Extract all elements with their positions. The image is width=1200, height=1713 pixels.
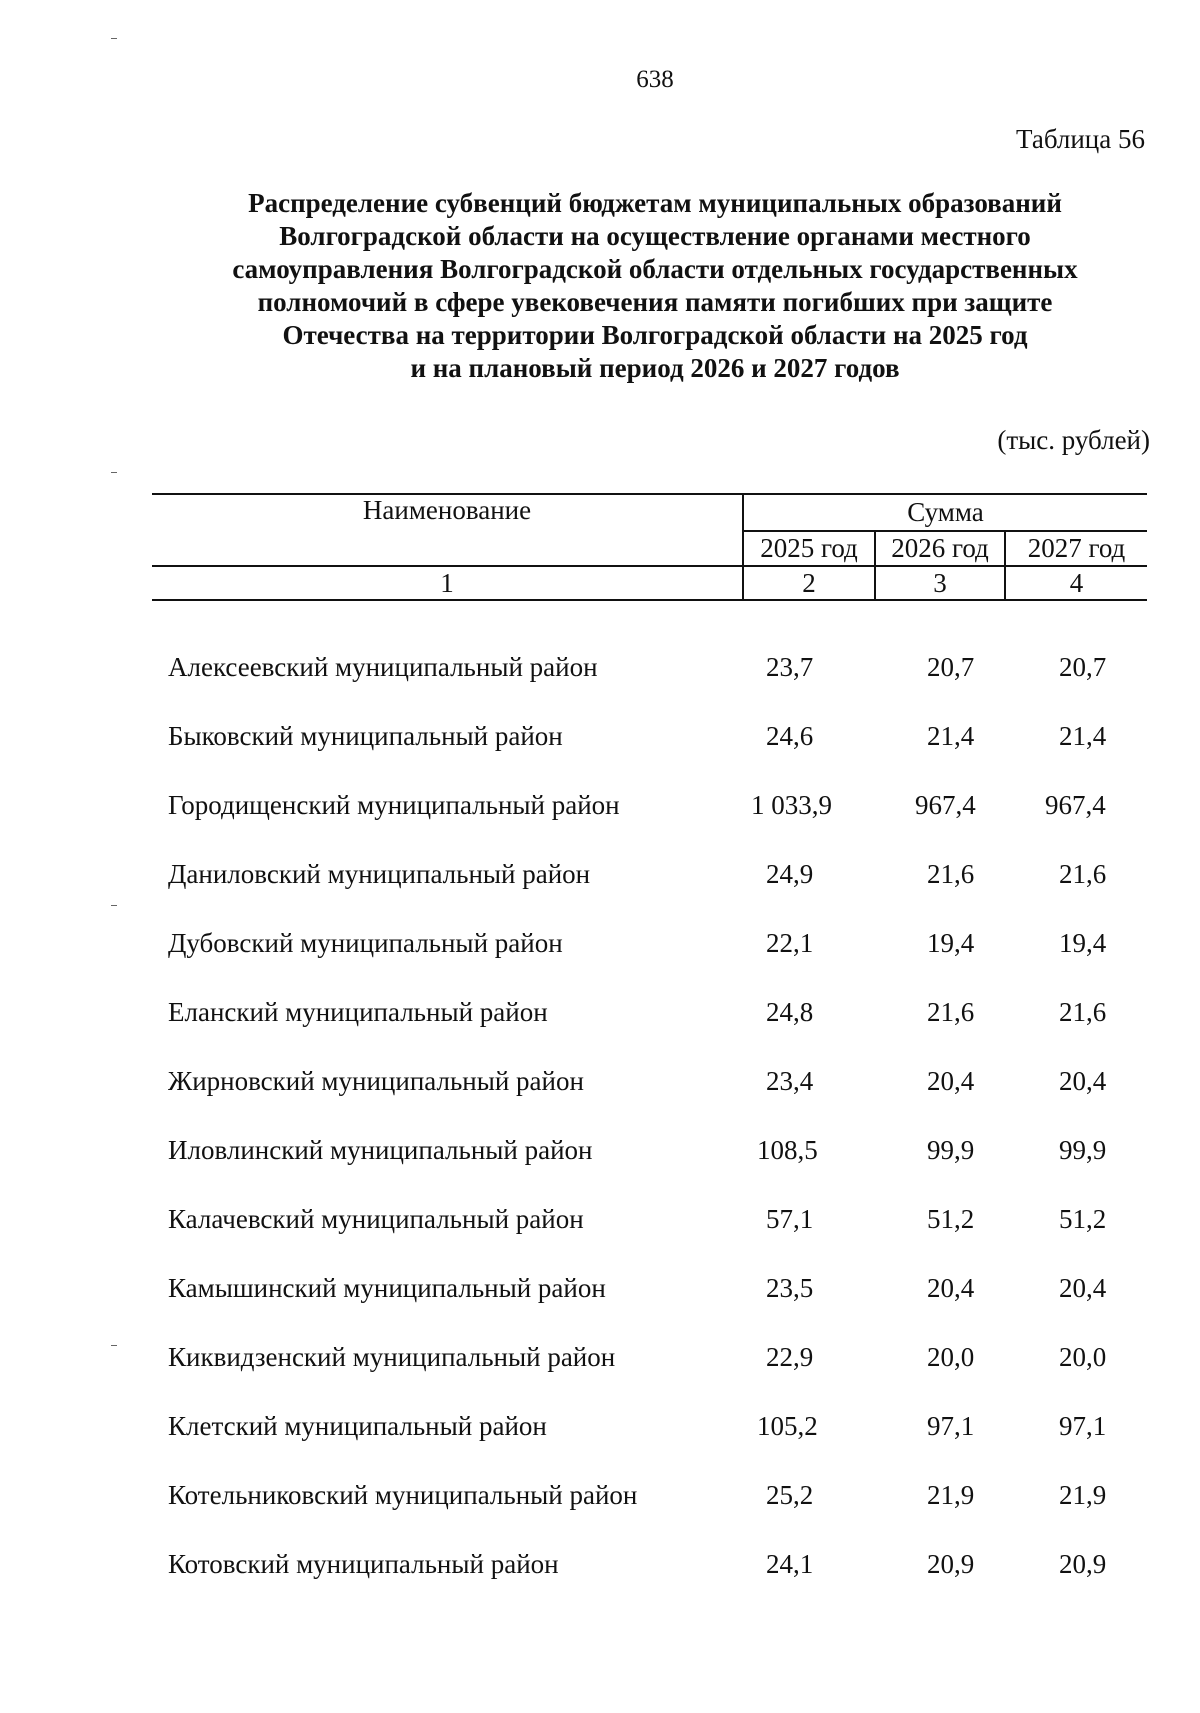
row-name: Городищенский муниципальный район (168, 790, 620, 820)
value-2027: 20,4 (1059, 1273, 1107, 1303)
scan-margin-mark (111, 472, 117, 473)
title-line: и на плановый период 2026 и 2027 годов (410, 353, 900, 383)
unit-label: (тыс. рублей) (997, 425, 1150, 455)
row-name: Быковский муниципальный район (168, 721, 563, 751)
table-row (152, 1185, 1147, 1254)
value-2026: 20,9 (927, 1549, 975, 1579)
row-name: Даниловский муниципальный район (168, 859, 591, 889)
page-number: 638 (636, 66, 674, 93)
table-row (152, 840, 1147, 909)
value-2026: 21,6 (927, 997, 975, 1027)
table-caption: Таблица 56 (1016, 124, 1145, 154)
document-title (150, 187, 1160, 385)
value-2025: 25,2 (766, 1480, 814, 1510)
table-row (152, 1116, 1147, 1185)
header-year-2027: 2027 год (1005, 531, 1147, 566)
scan-margin-mark (111, 38, 117, 39)
row-name: Еланский муниципальный район (168, 997, 548, 1027)
column-number: 3 (875, 566, 1005, 600)
value-2027: 21,4 (1059, 721, 1107, 751)
value-2027: 20,7 (1059, 652, 1107, 682)
value-2026: 19,4 (927, 928, 975, 958)
value-2026: 21,9 (927, 1480, 975, 1510)
title-line: полномочий в сфере увековечения памяти погибших при защите (257, 287, 1053, 317)
title-line: самоуправления Волгоградской области отдельных государственных (232, 254, 1078, 284)
row-name: Клетский муниципальный район (168, 1411, 547, 1441)
value-2026: 97,1 (927, 1411, 975, 1441)
value-2025: 57,1 (766, 1204, 814, 1234)
value-2026: 21,4 (927, 721, 975, 751)
value-2025: 23,7 (766, 652, 814, 682)
value-2025: 23,4 (766, 1066, 814, 1096)
value-2025: 23,5 (766, 1273, 814, 1303)
value-2025: 24,1 (766, 1549, 814, 1579)
value-2027: 97,1 (1059, 1411, 1107, 1441)
value-2027: 967,4 (1045, 790, 1106, 820)
value-2027: 21,6 (1059, 997, 1107, 1027)
table-row (152, 1047, 1147, 1116)
row-name: Алексеевский муниципальный район (168, 652, 598, 682)
row-name: Иловлинский муниципальный район (168, 1135, 593, 1165)
row-name: Калачевский муниципальный район (168, 1204, 584, 1234)
row-name: Котельниковский муниципальный район (168, 1480, 638, 1510)
table-row (152, 1254, 1147, 1323)
value-2026: 20,0 (927, 1342, 975, 1372)
value-2025: 105,2 (757, 1411, 818, 1441)
value-2025: 24,6 (766, 721, 814, 751)
row-name: Котовский муниципальный район (168, 1549, 559, 1579)
value-2027: 99,9 (1059, 1135, 1107, 1165)
title-line: Распределение субвенций бюджетам муниципальных образований (248, 188, 1062, 218)
column-number: 2 (743, 566, 875, 600)
table-row (152, 633, 1147, 702)
header-year-2025: 2025 год (743, 531, 875, 566)
value-2025: 1 033,9 (751, 790, 832, 820)
row-name: Камышинский муниципальный район (168, 1273, 606, 1303)
table-row (152, 978, 1147, 1047)
value-2026: 967,4 (915, 790, 976, 820)
value-2026: 20,4 (927, 1066, 975, 1096)
value-2027: 19,4 (1059, 928, 1107, 958)
table-row (152, 1323, 1147, 1392)
value-2025: 24,9 (766, 859, 814, 889)
value-2026: 51,2 (927, 1204, 975, 1234)
value-2025: 22,1 (766, 928, 814, 958)
header-name: Наименование (152, 494, 743, 566)
value-2027: 21,6 (1059, 859, 1107, 889)
column-number: 4 (1005, 566, 1147, 600)
header-sum: Сумма (743, 494, 1147, 531)
column-number: 1 (152, 566, 743, 600)
header-year-2026: 2026 год (875, 531, 1005, 566)
table-row (152, 702, 1147, 771)
value-2026: 20,4 (927, 1273, 975, 1303)
value-2027: 21,9 (1059, 1480, 1107, 1510)
value-2027: 20,0 (1059, 1342, 1107, 1372)
table-row (152, 1530, 1147, 1599)
value-2026: 21,6 (927, 859, 975, 889)
value-2027: 51,2 (1059, 1204, 1107, 1234)
row-name: Киквидзенский муниципальный район (168, 1342, 616, 1372)
value-2025: 24,8 (766, 997, 814, 1027)
value-2025: 108,5 (757, 1135, 818, 1165)
scan-margin-mark (111, 1345, 117, 1346)
table-row (152, 1392, 1147, 1461)
value-2025: 22,9 (766, 1342, 814, 1372)
row-name: Жирновский муниципальный район (168, 1066, 584, 1096)
value-2026: 20,7 (927, 652, 975, 682)
title-line: Волгоградской области на осуществление органами местного (279, 221, 1031, 251)
table-row (152, 771, 1147, 840)
value-2027: 20,4 (1059, 1066, 1107, 1096)
table-row (152, 1461, 1147, 1530)
title-line: Отечества на территории Волгоградской области на 2025 год (282, 320, 1028, 350)
subsidy-table (152, 493, 1147, 1599)
scan-margin-mark (111, 905, 117, 906)
value-2026: 99,9 (927, 1135, 975, 1165)
row-name: Дубовский муниципальный район (168, 928, 563, 958)
value-2027: 20,9 (1059, 1549, 1107, 1579)
table-row (152, 909, 1147, 978)
